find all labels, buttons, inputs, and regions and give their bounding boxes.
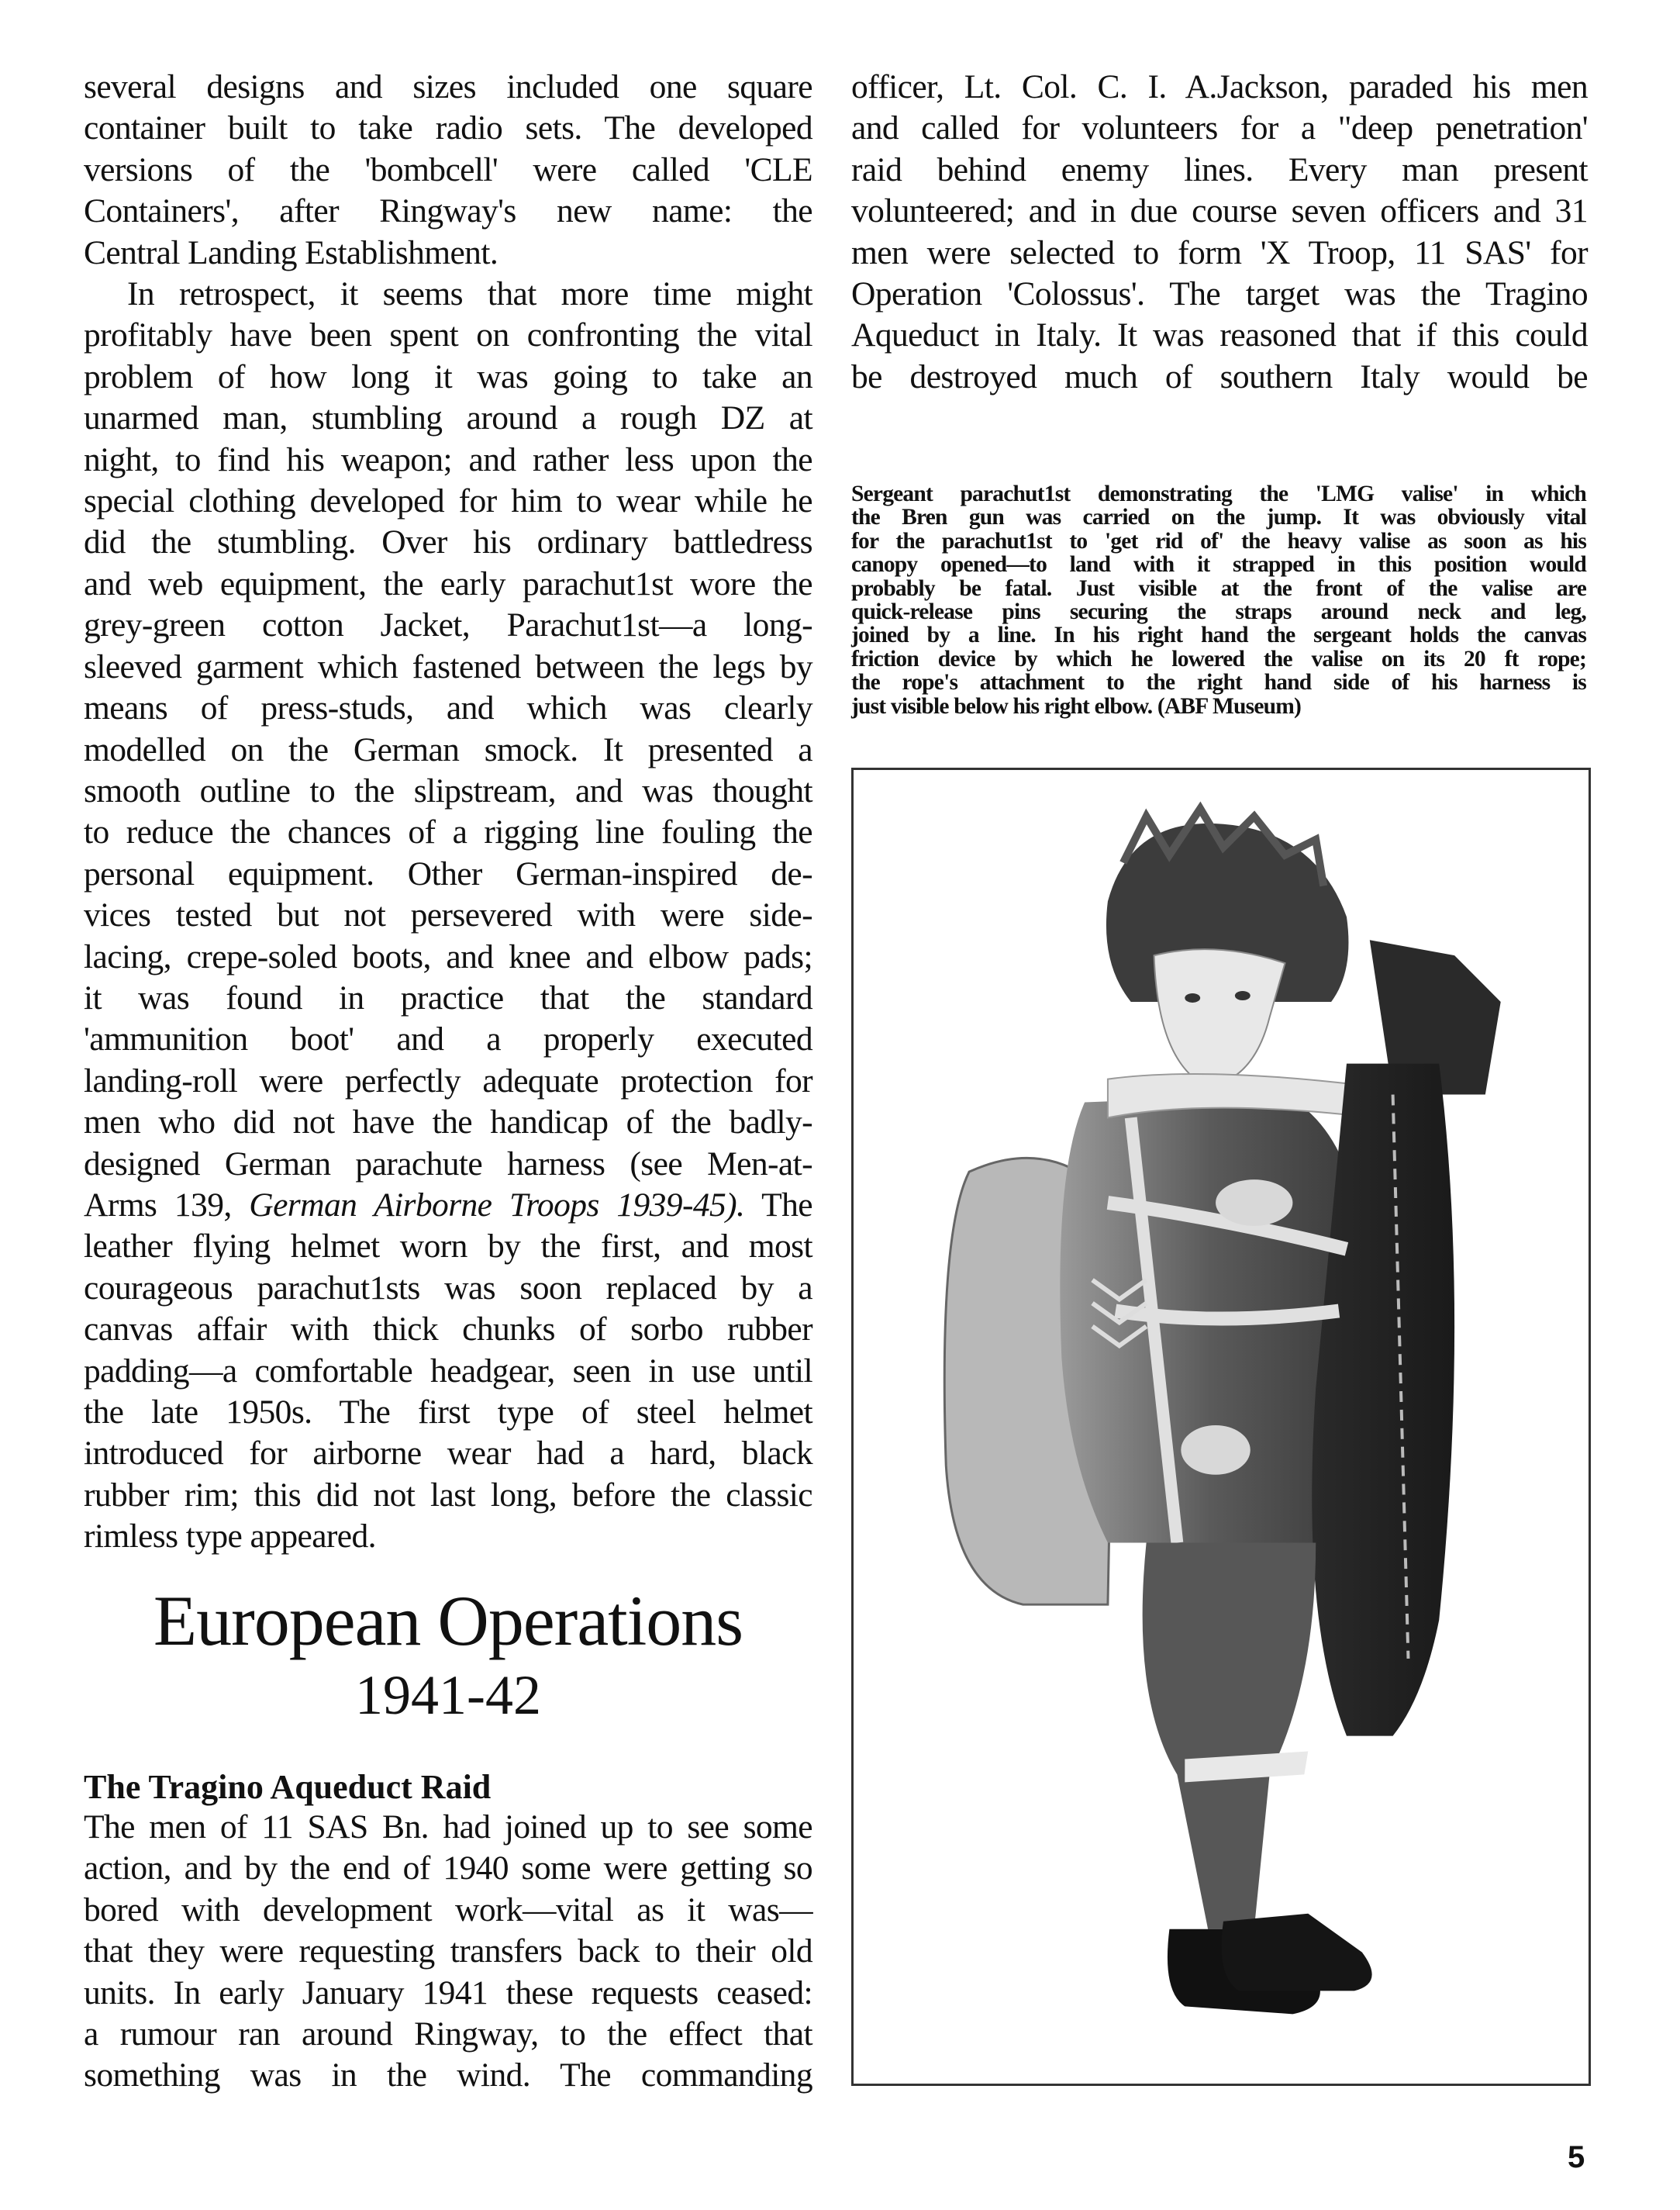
caption-line: just visible below his right elbow. (ABF Museum) (851, 693, 1302, 719)
text-line: smooth outline to the slipstream, and was thought (84, 772, 812, 810)
text-line: canvas affair with thick chunks of sorbo rubber (84, 1310, 812, 1348)
paragraph-containers (84, 67, 812, 274)
text-line: modelled on the German smock. It presented a (84, 730, 812, 768)
text-line: rubber rim; this did not last long, before the classic (84, 1476, 812, 1514)
text-line: padding—a comfortable headgear, seen in use until (84, 1352, 812, 1390)
text-line: leather flying helmet worn by the first, and most (84, 1228, 812, 1266)
paragraph-colossus (851, 67, 1588, 398)
text-line: units. In early January 1941 these requests ceased: (84, 1973, 812, 2011)
text-line: men who did not have the handicap of the badly- (84, 1103, 812, 1141)
text-line: raid behind enemy lines. Every man present (851, 150, 1588, 188)
caption-line: canopy opened—to land with it strapped in this position would (851, 552, 1586, 578)
caption-line: probably be fatal. Just visible at the front of the valise are (851, 575, 1586, 601)
text-line: several designs and sizes included one square (84, 68, 812, 105)
text-line: Aqueduct in Italy. It was reasoned that if this could (851, 316, 1588, 354)
subheading-tragino-raid: The Tragino Aqueduct Raid (84, 1768, 492, 1806)
text-line: container built to take radio sets. The developed (84, 109, 812, 147)
text-line: Operation 'Colossus'. The target was the Tragino (851, 275, 1588, 313)
paragraph-tragino (84, 1807, 812, 2097)
text-line: Containers', after Ringway's new name: the (84, 192, 812, 230)
caption-line: the rope's attachment to the right hand side of his harness is (851, 670, 1586, 696)
text-line: to reduce the chances of a rigging line fouling the (84, 813, 812, 851)
text-line: night, to find his weapon; and rather less upon the (84, 440, 812, 478)
text-line: did the stumbling. Over his ordinary battledress (84, 523, 812, 561)
paratrooper-photo-illustration (854, 770, 1589, 2084)
text-line: The men of 11 SAS Bn. had joined up to see some (84, 1808, 812, 1846)
text-line: be destroyed much of southern Italy would be (851, 357, 1588, 395)
tragino-raid-text (84, 1807, 812, 2097)
text-line: Central Landing Establishment. (84, 233, 498, 271)
text-line: officer, Lt. Col. C. I. A.Jackson, paraded his men (851, 68, 1588, 105)
text-fragment: Arms 139, (84, 1186, 250, 1224)
text-line: personal equipment. Other German-inspired de- (84, 855, 812, 893)
text-line: profitably have been spent on confronting the vital (84, 316, 812, 354)
text-line: landing-roll were perfectly adequate protection for (84, 1062, 812, 1100)
caption-line: quick-release pins securing the straps around neck and leg, (851, 599, 1586, 625)
text-line: vices tested but not persevered with were side- (84, 896, 812, 934)
photo-caption (851, 482, 1586, 718)
text-line: introduced for airborne wear had a hard, black (84, 1435, 812, 1473)
text-line-with-book-title (84, 1185, 812, 1226)
text-line: sleeved garment which fastened between the legs by (84, 647, 812, 685)
page-number: 5 (1568, 2140, 1585, 2174)
text-line: action, and by the end of 1940 some were getting so (84, 1849, 812, 1887)
text-line: In retrospect, it seems that more time might (127, 275, 812, 313)
text-line: means of press-studs, and which was clearly (84, 689, 812, 727)
text-line: grey-green cotton Jacket, Parachut1st—a long- (84, 606, 812, 644)
section-title: European Operations (153, 1581, 743, 1660)
text-line: rimless type appeared. (84, 1518, 376, 1556)
text-line: men were selected to form 'X Troop, 11 SAS' for (851, 233, 1588, 271)
section-years: 1941-42 (355, 1664, 541, 1726)
text-line: that they were requesting transfers back to their old (84, 1932, 812, 1970)
text-line: unarmed man, stumbling around a rough DZ at (84, 399, 812, 437)
paragraph-retrospect (84, 274, 812, 1558)
text-line: volunteered; and in due course seven officers and 31 (851, 192, 1588, 230)
text-line: and web equipment, the early parachut1st wore the (84, 565, 812, 603)
text-line: and called for volunteers for a "deep penetration' (851, 109, 1588, 147)
book-title-reference: German Airborne Troops 1939-45). (249, 1186, 745, 1224)
text-line: courageous parachut1sts was soon replaced by a (84, 1269, 812, 1307)
caption-line: friction device by which he lowered the valise on its 20 ft rope; (851, 646, 1586, 672)
text-line: designed German parachute harness (see Men-at- (84, 1145, 812, 1183)
left-column (84, 67, 812, 1558)
paratrooper-photo (851, 768, 1591, 2086)
caption-line: for the parachut1st to 'get rid of' the heavy valise as soon as his (851, 528, 1586, 554)
text-line: 'ammunition boot' and a properly executed (84, 1020, 812, 1058)
text-line: special clothing developed for him to wear while he (84, 482, 812, 520)
text-line: lacing, crepe-soled boots, and knee and elbow pads; (84, 938, 812, 976)
text-line: it was found in practice that the standard (84, 979, 812, 1017)
text-line: problem of how long it was going to take an (84, 357, 812, 395)
text-line: versions of the 'bombcell' were called 'CLE (84, 150, 812, 188)
text-line: bored with development work—vital as it was— (84, 1891, 812, 1929)
right-column (851, 67, 1588, 398)
text-fragment: The (744, 1186, 812, 1224)
text-line: the late 1950s. The first type of steel helmet (84, 1393, 812, 1431)
text-line: something was in the wind. The commanding (84, 2056, 812, 2094)
caption-line: the Bren gun was carried on the jump. It was obviously vital (851, 505, 1586, 530)
text-line: a rumour ran around Ringway, to the effect that (84, 2015, 812, 2053)
caption-line: joined by a line. In his right hand the sergeant holds the canvas (851, 623, 1586, 648)
caption-line: Sergeant parachut1st demonstrating the 'LMG valise' in which (851, 482, 1586, 506)
